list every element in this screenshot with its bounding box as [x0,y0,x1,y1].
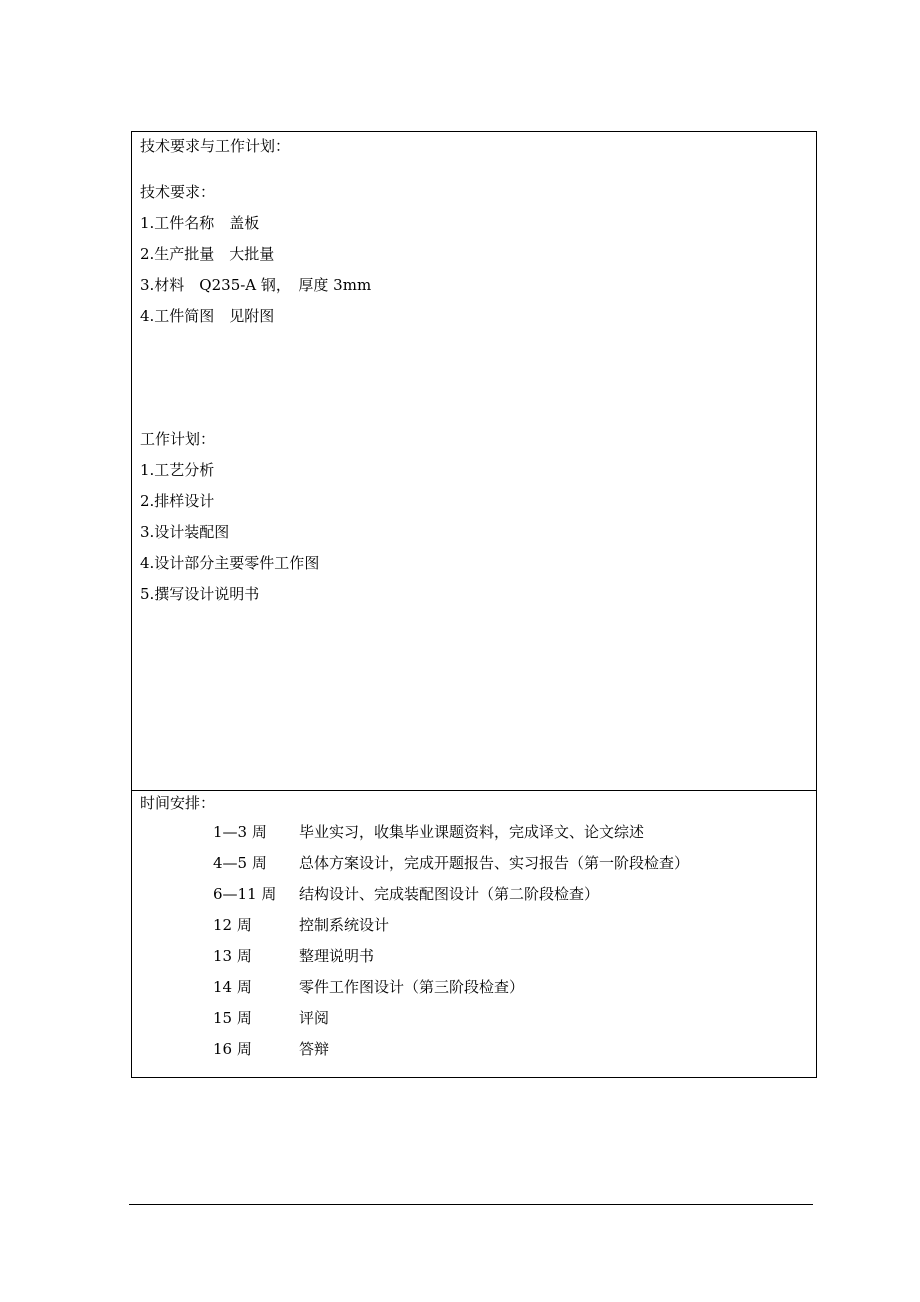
requirement-item: 3.材料 Q235-A 钢， 厚度 3mm [140,276,372,294]
schedule-task: 零件工作图设计（第三阶段检查） [299,978,525,996]
plan-item: 1.工艺分析 [140,461,215,479]
plan-item: 2.排样设计 [140,492,215,510]
requirement-item: 1.工件名称 盖板 [140,214,260,232]
schedule-weeks: 4—5 周 [213,854,267,872]
schedule-weeks: 6—11 周 [213,885,277,903]
schedule-row [213,884,599,904]
schedule-task: 控制系统设计 [299,916,390,934]
schedule-task: 整理说明书 [299,947,375,965]
plan-title: 工作计划： [140,430,216,448]
section-heading-tech-plan: 技术要求与工作计划： [140,137,291,155]
requirements-title: 技术要求： [140,183,216,201]
schedule-weeks: 1—3 周 [213,823,267,841]
schedule-row [213,1039,329,1059]
schedule-weeks: 12 周 [213,916,252,934]
schedule-row [213,977,524,997]
schedule-row [213,822,644,842]
plan-item: 5.撰写设计说明书 [140,585,260,603]
requirement-item: 4.工件简图 见附图 [140,307,275,325]
requirement-item: 2.生产批量 大批量 [140,245,275,263]
schedule-task: 结构设计、完成装配图设计（第二阶段检查） [299,885,600,903]
schedule-task: 答辩 [299,1040,330,1058]
schedule-row [213,853,689,873]
schedule-weeks: 14 周 [213,978,252,996]
schedule-weeks: 16 周 [213,1040,252,1058]
schedule-row [213,1008,329,1028]
schedule-heading: 时间安排： [140,794,216,812]
schedule-weeks: 13 周 [213,947,252,965]
schedule-task: 总体方案设计，完成开题报告、实习报告（第一阶段检查） [299,854,690,872]
schedule-weeks: 15 周 [213,1009,252,1027]
schedule-row [213,946,374,966]
schedule-row [213,915,389,935]
schedule-task: 毕业实习，收集毕业课题资料，完成译文、论文综述 [299,823,645,841]
plan-item: 4.设计部分主要零件工作图 [140,554,320,572]
schedule-task: 评阅 [299,1009,330,1027]
task-table [131,131,817,1078]
footer-rule [129,1204,813,1205]
plan-item: 3.设计装配图 [140,523,230,541]
section-divider [132,790,816,791]
